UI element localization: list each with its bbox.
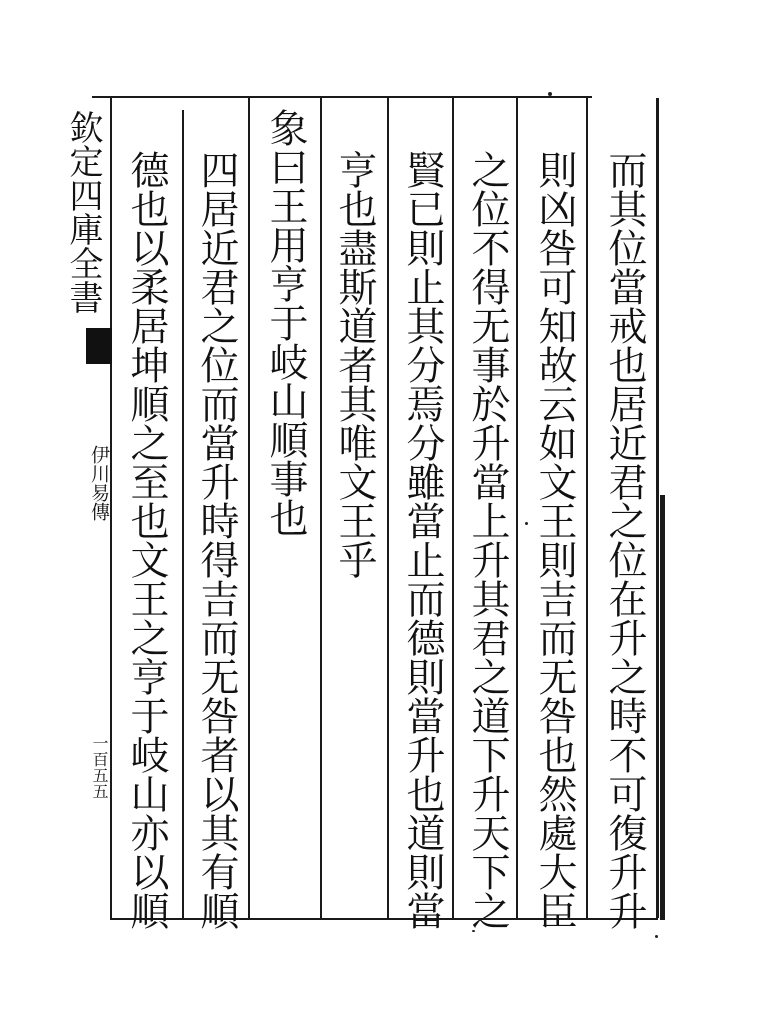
column-divider <box>452 98 454 918</box>
text-column <box>188 150 244 930</box>
text-column <box>526 150 582 930</box>
work-title-text: 伊川易傳 <box>88 445 110 521</box>
scan-speck <box>548 92 552 96</box>
column-text: 賢已則止其分焉分雖當止而德則當升也道則當 <box>400 150 445 930</box>
column-text: 亨也盡斯道者其唯文王乎 <box>332 150 377 579</box>
text-column <box>596 150 652 930</box>
book-title-text: 欽定四庫全書 <box>63 110 103 314</box>
work-title <box>86 445 112 521</box>
column-text: 德也以柔居坤順之至也文王之亨于岐山亦以順 <box>124 150 169 930</box>
column-divider <box>248 98 250 918</box>
column-text: 則凶咎可知故云如文王則吉而无咎也然處大臣 <box>532 150 577 930</box>
text-column <box>459 150 515 930</box>
column-divider <box>516 98 518 918</box>
column-divider <box>387 98 389 918</box>
scan-speck <box>525 522 528 525</box>
scan-speck <box>655 935 658 938</box>
right-border <box>656 98 659 918</box>
column-text: 而其位當戒也居近君之位在升之時不可復升升 <box>602 150 647 930</box>
right-border-thick <box>660 495 665 920</box>
book-title <box>60 110 106 314</box>
column-text: 象曰王用亨于岐山順事也 <box>263 108 308 537</box>
column-divider <box>586 98 588 918</box>
text-column <box>257 108 313 537</box>
column-divider <box>182 110 184 918</box>
column-divider <box>320 98 322 918</box>
text-column <box>394 150 450 930</box>
text-column <box>118 150 174 930</box>
page-number-text: 一百五五 <box>90 735 109 799</box>
column-text: 四居近君之位而當升時得吉而无咎者以其有順 <box>194 150 239 930</box>
scan-speck <box>472 930 475 932</box>
text-column <box>326 150 382 579</box>
column-text: 之位不得无事於升當上升其君之道下升天下之 <box>465 150 510 930</box>
fish-tail-mark <box>86 328 112 364</box>
page-number <box>86 735 112 799</box>
